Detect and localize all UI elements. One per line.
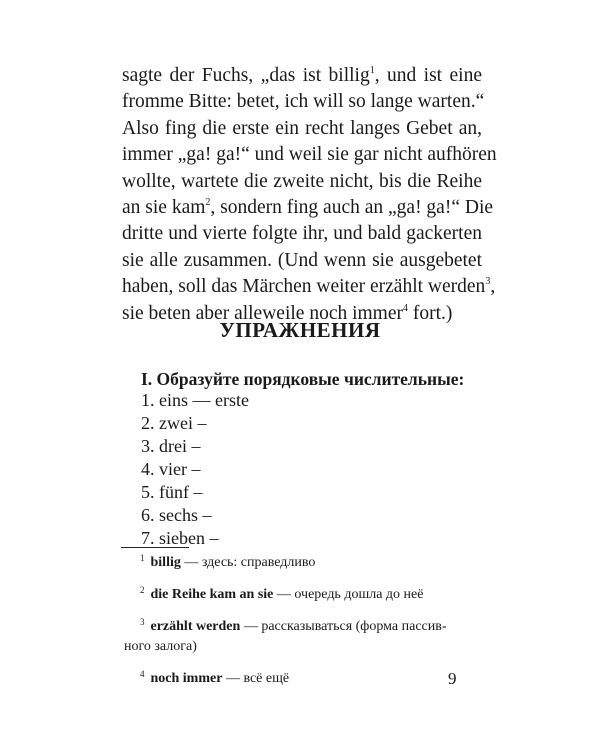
footnote-text: — всё ещё [222,671,290,686]
exercise-item: 1. eins — erste [141,390,249,410]
footnote-ref: 3 [485,276,491,288]
footnote-term: noch immer [150,671,223,686]
story-line: immer „ga! ga!“ und weil sie gar nicht aufhören [122,144,497,166]
footnote [140,553,485,573]
exercise-item: 5. fünf – [141,482,203,502]
footnote-text: — очередь дошла до неё [273,587,424,602]
footnote-continuation: ного залога) [124,639,197,654]
story-line: haben, soll das Märchen weiter erzählt werden$^3$, [122,276,496,298]
footnote-number: 1 [140,553,145,563]
footnote-text: — рассказываться (форма пассив- [240,619,447,634]
footnote [140,585,485,605]
footnote-term: erzählt werden [150,619,241,634]
exercise-item: 2. zwei – [141,413,207,433]
story-line: an sie kam$^2$, sondern fing auch an „ga! ga!“ Die [122,197,494,219]
footnote-text: — здесь: справедливо [180,555,316,570]
story-line: fromme Bitte: betet, ich will so lange warten.“ [122,91,485,113]
footnote-number: 4 [140,669,145,679]
exercise-list [141,389,249,550]
story-line: sagte der Fuchs, „das ist billig$^1$, und ist eine [122,65,482,86]
footnotes [124,553,485,701]
footnote-divider [121,547,189,548]
exercise-item: 7. sieben – [141,528,219,548]
footnote-ref: 4 [403,302,408,314]
footnote-term: die Reihe kam an sie [150,587,274,602]
page-number: 9 [448,669,457,688]
footnote-term: billig [150,555,181,570]
footnote-ref: 2 [205,197,211,209]
story-line: Also fing die erste ein recht langes Gebet an, [122,117,482,139]
story-line: sie alle zusammen. (Und wenn sie ausgebetet [122,249,482,271]
footnote [124,617,485,657]
story-line: wollte, wartete die zweite nicht, bis die Reihe [122,170,482,192]
story-line: sie beten aber alleweile noch immer$^4$ fort.) [122,302,453,324]
footnote-number: 2 [140,585,145,595]
footnote-number: 3 [140,617,145,627]
story-line: dritte und vierte folgte ihr, und bald gackerten [122,223,482,245]
exercise-item: 6. sechs – [141,505,212,525]
section-heading: УПРАЖНЕНИЯ [219,318,381,342]
footnote [140,669,485,689]
exercise-title: I. Образуйте порядковые числительные: [141,369,465,389]
exercise-item: 4. vier – [141,459,201,479]
footnote-ref: 1 [369,65,375,76]
exercise-item: 3. drei – [141,436,201,456]
story-paragraph [122,63,497,327]
